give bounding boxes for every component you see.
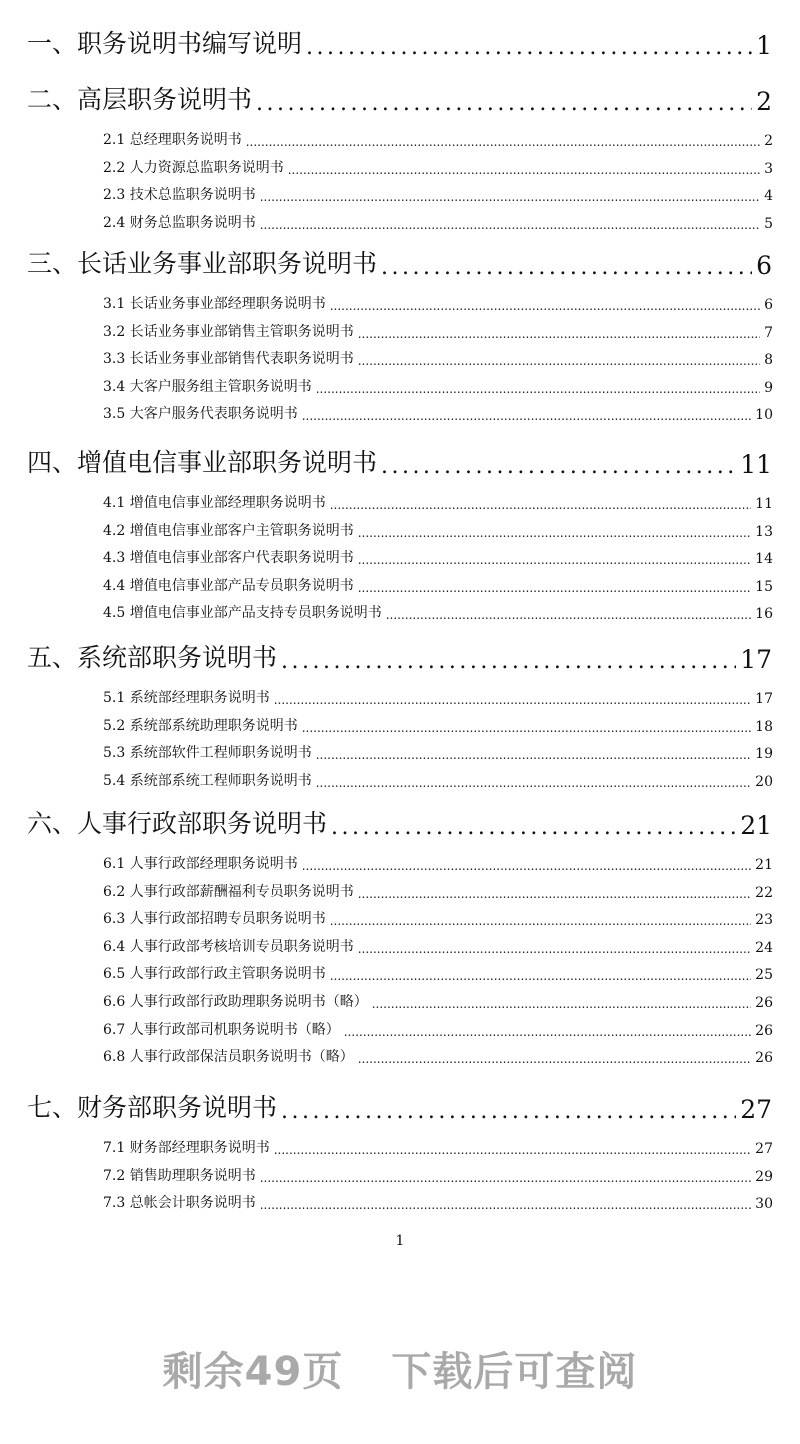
toc-entry-page: 21 [740,811,772,840]
toc-dot-leader [358,553,751,567]
toc-entry-title: 5.1 系统部经理职务说明书 [103,690,270,706]
toc-dot-leader [281,1102,736,1124]
toc-dot-leader [316,748,751,762]
toc-entry-page: 14 [755,551,773,568]
toc-entry-title: 4.2 增值电信事业部客户主管职务说明书 [103,522,354,539]
toc-chapter-entry[interactable] [27,246,772,280]
toc-entry-title: 6.5 人事行政部行政主管职务说明书 [103,966,326,983]
toc-entry-title: 三、长话业务事业部职务说明书 [27,249,378,278]
toc-dot-leader [358,1052,751,1066]
toc-dot-leader [246,135,760,149]
toc-dot-leader [260,1198,751,1212]
toc-entry-page: 8 [764,352,773,369]
toc-entry-title: 一、职务说明书编写说明 [27,29,303,58]
toc-section-entry[interactable] [103,963,773,983]
toc-entry-page: 25 [755,967,773,984]
toc-entry-title: 6.4 人事行政部考核培训专员职务说明书 [103,938,354,955]
toc-entry-title: 二、高层职务说明书 [27,85,253,114]
toc-entry-page: 16 [755,606,773,623]
toc-section-entry[interactable] [103,853,773,873]
toc-dot-leader [330,914,751,928]
remaining-pages-text: 剩余49页 [162,1349,344,1395]
toc-entry-page: 15 [755,578,773,595]
toc-entry-title: 3.1 长话业务事业部经理职务说明书 [103,296,326,312]
toc-dot-leader [358,942,751,956]
toc-entry-title: 七、财务部职务说明书 [27,1093,278,1122]
toc-entry-title: 2.2 人力资源总监职务说明书 [103,159,284,176]
toc-entry-page: 22 [755,884,773,901]
toc-dot-leader [260,218,760,232]
toc-entry-page: 2 [764,133,773,149]
page-number: 1 [395,1233,405,1249]
toc-entry-title: 4.5 增值电信事业部产品支持专员职务说明书 [103,605,382,622]
toc-dot-leader [274,693,751,707]
toc-section-entry[interactable] [103,157,773,177]
toc-entry-page: 26 [755,1050,773,1067]
toc-entry-page: 6 [764,297,773,313]
toc-section-entry[interactable] [103,991,773,1011]
toc-dot-leader [381,457,736,479]
toc-entry-title: 6.6 人事行政部行政助理职务说明书（略） [103,994,368,1010]
toc-dot-leader [316,382,760,396]
toc-entry-page: 18 [755,718,773,735]
toc-entry-title: 3.5 大客户服务代表职务说明书 [103,406,298,423]
toc-entry-title: 3.4 大客户服务组主管职务说明书 [103,378,312,395]
toc-entry-title: 四、增值电信事业部职务说明书 [27,448,378,477]
toc-section-entry[interactable] [103,1046,773,1066]
toc-section-entry[interactable] [103,403,773,423]
toc-entry-title: 2.1 总经理职务说明书 [103,132,242,148]
toc-section-entry[interactable] [103,520,773,540]
toc-entry-title: 5.2 系统部系统助理职务说明书 [103,717,298,734]
toc-section-entry[interactable] [103,547,773,567]
toc-dot-leader [281,652,736,674]
toc-entry-page: 21 [755,857,773,873]
toc-entry-title: 3.3 长话业务事业部销售代表职务说明书 [103,351,354,368]
toc-section-entry[interactable] [103,687,773,707]
toc-entry-title: 2.3 技术总监职务说明书 [103,187,256,204]
toc-section-entry[interactable] [103,1192,773,1212]
toc-dot-leader [330,969,751,983]
toc-dot-leader [358,581,751,595]
toc-entry-page: 23 [755,912,773,929]
toc-entry-page: 30 [755,1196,773,1213]
toc-section-entry[interactable] [103,376,773,396]
toc-dot-leader [302,859,751,873]
toc-dot-leader [302,409,751,423]
toc-entry-page: 17 [740,645,772,674]
toc-dot-leader [372,997,751,1011]
toc-entry-title: 6.8 人事行政部保洁员职务说明书（略） [103,1049,354,1066]
toc-entry-title: 6.1 人事行政部经理职务说明书 [103,856,298,872]
toc-section-entry[interactable] [103,715,773,735]
toc-entry-page: 24 [755,939,773,956]
toc-entry-title: 五、系统部职务说明书 [27,643,278,672]
toc-entry-page: 9 [764,379,773,396]
toc-chapter-entry[interactable] [27,445,772,479]
toc-entry-title: 4.3 增值电信事业部客户代表职务说明书 [103,550,354,567]
toc-section-entry[interactable] [103,1019,773,1039]
toc-section-entry[interactable] [103,184,773,204]
toc-section-entry[interactable] [103,936,773,956]
toc-entry-title: 六、人事行政部职务说明书 [27,809,328,838]
toc-entry-title: 5.4 系统部系统工程师职务说明书 [103,772,312,789]
toc-dot-leader [330,299,760,313]
toc-dot-leader [256,94,752,116]
toc-dot-leader [331,818,736,840]
toc-chapter-entry[interactable] [27,640,772,674]
toc-dot-leader [288,163,760,177]
toc-section-entry[interactable] [103,1137,773,1157]
toc-chapter-entry[interactable] [27,1090,772,1124]
toc-dot-leader [316,776,751,790]
toc-section-entry[interactable] [103,881,773,901]
toc-entry-title: 4.1 增值电信事业部经理职务说明书 [103,495,326,511]
toc-entry-page: 26 [755,1022,773,1039]
toc-dot-leader [260,190,760,204]
toc-section-entry[interactable] [103,908,773,928]
toc-entry-page: 27 [755,1141,773,1157]
toc-chapter-entry[interactable] [27,82,772,116]
toc-dot-leader [358,887,751,901]
toc-dot-leader [358,327,760,341]
toc-dot-leader [306,38,752,60]
toc-chapter-entry[interactable] [27,26,772,60]
toc-entry-page: 6 [756,251,772,280]
toc-entry-title: 6.2 人事行政部薪酬福利专员职务说明书 [103,883,354,900]
toc-entry-title: 5.3 系统部软件工程师职务说明书 [103,745,312,762]
toc-dot-leader [260,1171,751,1185]
toc-section-entry[interactable] [103,129,773,149]
toc-entry-page: 13 [755,523,773,540]
toc-entry-page: 11 [755,496,773,512]
toc-section-entry[interactable] [103,492,773,512]
toc-section-entry[interactable] [103,348,773,368]
toc-dot-leader [386,608,751,622]
download-hint-text: 下载后可查阅 [391,1349,638,1395]
toc-dot-leader [344,1025,751,1039]
toc-section-entry[interactable] [103,575,773,595]
toc-entry-title: 6.7 人事行政部司机职务说明书（略） [103,1021,340,1038]
toc-entry-title: 7.2 销售助理职务说明书 [103,1167,256,1184]
toc-section-entry[interactable] [103,742,773,762]
toc-entry-title: 3.2 长话业务事业部销售主管职务说明书 [103,323,354,340]
toc-entry-page: 10 [755,407,773,424]
toc-dot-leader [274,1143,751,1157]
toc-entry-title: 7.3 总帐会计职务说明书 [103,1195,256,1212]
toc-chapter-entry[interactable] [27,806,772,840]
toc-entry-page: 4 [764,188,773,205]
toc-dot-leader [330,498,751,512]
toc-entry-title: 4.4 增值电信事业部产品专员职务说明书 [103,577,354,594]
toc-section-entry[interactable] [103,1165,773,1185]
toc-entry-page: 26 [755,995,773,1011]
toc-entry-page: 2 [756,87,772,116]
toc-dot-leader [302,721,751,735]
toc-entry-page: 7 [764,324,773,341]
remaining-pages-banner[interactable] [0,1340,800,1397]
toc-dot-leader [381,258,752,280]
toc-section-entry[interactable] [103,293,773,313]
toc-entry-page: 27 [740,1095,772,1124]
toc-entry-page: 19 [755,746,773,763]
toc-section-entry[interactable] [103,212,773,232]
toc-entry-title: 6.3 人事行政部招聘专员职务说明书 [103,911,326,928]
toc-entry-page: 1 [756,31,772,60]
toc-entry-page: 20 [755,773,773,790]
toc-entry-page: 5 [764,215,773,232]
toc-entry-title: 2.4 财务总监职务说明书 [103,214,256,231]
toc-entry-title: 7.1 财务部经理职务说明书 [103,1140,270,1156]
toc-section-entry[interactable] [103,321,773,341]
toc-entry-page: 11 [740,450,772,479]
toc-entry-page: 17 [755,691,773,707]
toc-dot-leader [358,526,751,540]
toc-section-entry[interactable] [103,602,773,622]
toc-dot-leader [358,354,760,368]
toc-entry-page: 3 [764,160,773,177]
toc-entry-page: 29 [755,1168,773,1185]
toc-section-entry[interactable] [103,770,773,790]
